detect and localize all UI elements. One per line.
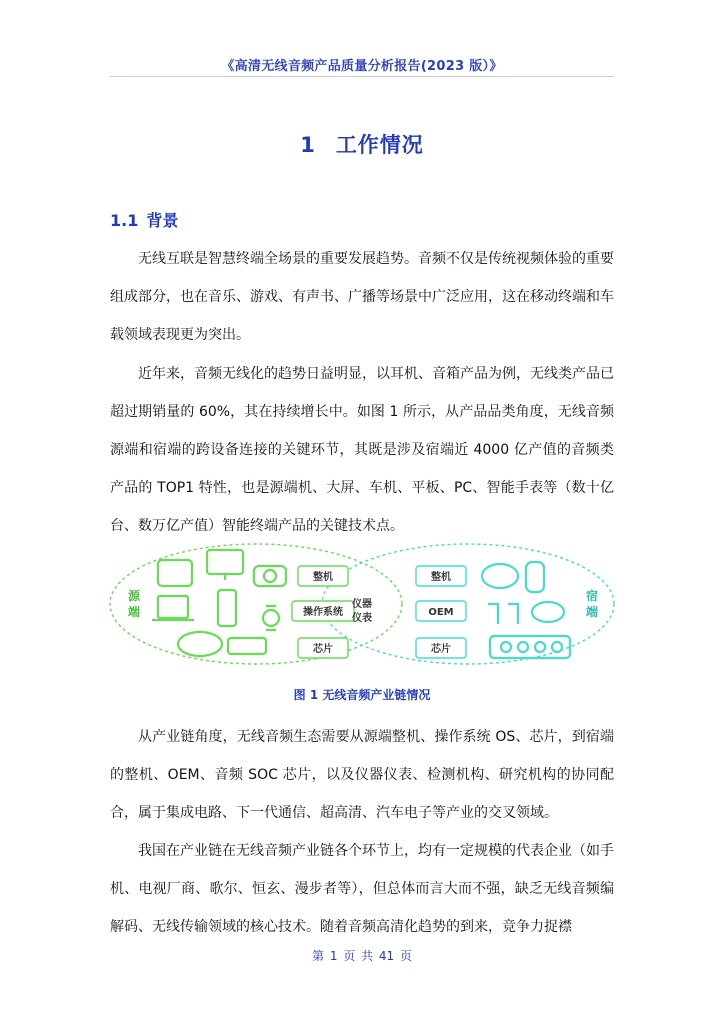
paragraph-intro: 无线互联是智慧终端全场景的重要发展趋势。音频不仅是传统视频体验的重要组成部分，也在音乐、游戏、有声书、广播等场景中广泛应用，这在移动终端和车载领域表现更为突出。 [110,251,614,343]
speaker-driver-icon [535,642,545,652]
speaker-driver-icon [501,642,511,652]
tablet-icon [158,560,192,586]
earbuds-icon [488,604,518,624]
sink-box-device-label: 整机 [431,572,451,583]
sink-label-top: 宿 [585,589,599,603]
section-heading [110,208,178,231]
laptop-screen-icon [158,596,188,618]
source-box-device-label: 整机 [313,572,333,583]
chapter-number: 1 [300,133,316,157]
monitor-icon [207,550,243,574]
source-label-bottom: 端 [127,605,141,619]
industry-chain-diagram [108,540,616,668]
section-title: 背景 [146,211,179,230]
paragraph-domestic: 我国在产业链在无线音频产业链各个环节上，均有一定规模的代表企业（如手机、电视厂商、歌尔、恒玄、漫步者等），但总体而言大而不强，缺乏无线音频编解码、无线传输领域的核心技术。随着音频高清化趋势的到来，竞争力捉襟 [110,843,614,935]
earbud-case-icon [526,562,544,592]
industry-chain-figure [108,540,616,668]
headset-icon [482,564,518,588]
paragraph-industry-chain: 从产业链角度，无线音频生态需要从源端整机、操作系统 OS、芯片，到宿端的整机、OEM、音频 SOC 芯片，以及仪器仪表、检测机构、研究机构的协同配合，属于集成电路、下一代通信、超高清、汽车电子等产业的交叉领域。 [110,729,614,821]
center-label-bottom: 仪表 [352,613,372,624]
vr-headset-icon [532,602,564,622]
camera-lens-icon [264,570,276,582]
source-label-top: 源 [127,589,141,603]
sink-box-chip-label: 芯片 [431,644,451,655]
watch-icon [263,610,279,626]
sink-box-group [416,566,466,658]
source-box-chip-label: 芯片 [313,644,333,655]
source-box-group [292,566,354,658]
sink-label-bottom: 端 [585,605,599,619]
running-header: 《高清无线音频产品质量分析报告(2023 版）》 [221,59,503,74]
speaker-driver-icon [552,642,562,652]
chapter-title: 工作情况 [335,133,424,157]
car-icon [178,632,222,656]
center-label-top: 仪器 [352,599,372,610]
header-divider [110,76,614,77]
car-display-icon [228,638,266,654]
paragraph-trend: 近年来，音频无线化的趋势日益明显，以耳机、音箱产品为例，无线类产品已超过期销量的 60%，其在持续增长中。如图 1 所示，从产品品类角度，无线音频源端和宿端的跨设备连接的关键环节，其既是涉及宿端近 4000 亿产值的音频类产品的 TOP1 特性，也是源端机、大屏、车机、平板、PC、智能手表等（数十亿台、数万亿产值）智能终端产品的关键技术点。 [110,366,614,534]
figure-caption: 图 1 无线音频产业链情况 [293,688,431,702]
chapter-heading [110,129,614,159]
page-number: 第 1 页 共 41 页 [312,949,412,963]
phone-icon [218,590,236,626]
section-number: 1.1 [110,211,139,230]
sink-box-oem-label: OEM [428,607,454,618]
speaker-driver-icon [518,642,528,652]
source-box-os-label: 操作系统 [303,607,343,618]
